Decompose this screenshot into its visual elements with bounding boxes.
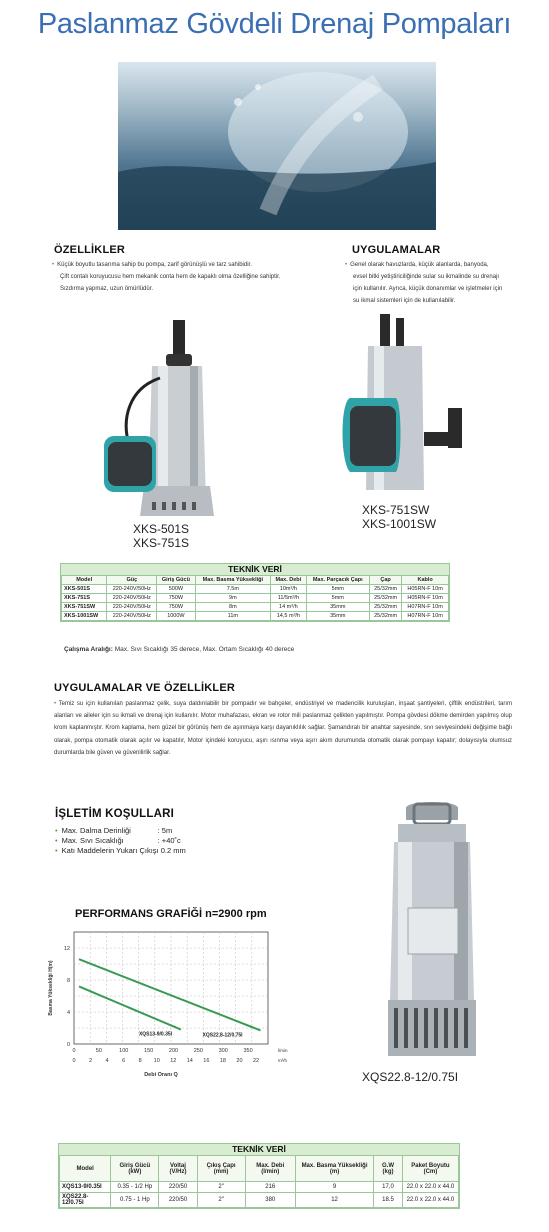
x-tick-label-bottom: 22 (252, 1058, 260, 1064)
header-cell: Model (62, 576, 107, 585)
operating-range-note (64, 646, 294, 653)
x-tick-label-bottom: 4 (105, 1058, 109, 1064)
table-row (60, 1182, 459, 1193)
table-row (60, 1193, 459, 1208)
applications-line: için kullanılır. Ayrıca, küçük donanımlar ve işletmeler için (353, 286, 503, 292)
table-cell: 25/32mm (369, 594, 401, 603)
model-label: XKS-1001SW (362, 517, 437, 531)
table-cell: 25/32mm (369, 612, 401, 621)
x-tick-label-top: 250 (193, 1048, 203, 1054)
pump-xqs-image (362, 800, 502, 1062)
x-tick-label-bottom: 18 (219, 1058, 226, 1064)
table-cell: 22.0 x 22.0 x 44.0 (402, 1193, 458, 1208)
table-cell: 220/50 (159, 1193, 197, 1208)
list-item: • Max. Sıvı Sıcaklığı : +40˚c (55, 836, 181, 845)
applications-line: evsel bitki yetiştiriciliğinde sular su ikmalinde su drenajı (353, 274, 500, 280)
table-cell: 5mm (306, 594, 369, 603)
table-cell: 1000W (157, 612, 195, 621)
table-header-row (60, 1156, 459, 1182)
technical-data-table-1 (60, 563, 450, 622)
applications-line: su ikmal sistemleri için de kullanılabilir. (353, 298, 456, 304)
series-line (79, 959, 261, 1030)
x-tick-label-top: 100 (119, 1048, 129, 1054)
header-cell: Çıkış Çapı (mm) (197, 1156, 245, 1182)
header-cell: Max. Debi (271, 576, 306, 585)
table-cell: 750W (157, 594, 195, 603)
table-cell: 9m (195, 594, 271, 603)
applications-line: • Genel olarak havuzlarda, küçük alanlarda, banyoda, (345, 262, 489, 268)
x-tick-label-top: 0 (72, 1048, 76, 1054)
water-splash-image (118, 62, 436, 230)
table-row (62, 612, 449, 621)
pump-bottom-label: XQS22.8-12/0.75I (362, 1070, 459, 1084)
table-cell: 18.5 (374, 1193, 403, 1208)
features-list (52, 259, 314, 295)
operating-heading: İŞLETİM KOŞULLARI (55, 808, 175, 820)
performance-chart (40, 924, 295, 1084)
table-cell: XKS-751SW (62, 603, 107, 612)
app-features-text: Temiz su için kullanılan paslanmaz çelik, suya daldırılabilir bir pompadır ve bahçeler, endüstriyel ve madencilik kuruluşları, inşaat şantiyeleri, çiftlik endüstrileri, tarım alanları ve aileler için su ikmali ve drenaj için kullanılır. Motor muhafazası, ekran ve rotor mili paslanmaz çelikten yapılmıştır. Pompa gövdesi dökme demirden yapılmış olup krom kaplanmıştır. Krom kaplama, hem güzel bir görünüş hem de aşınmaya karşı dayanıklılık sağlar. Şamandıralı bir anahtar sayesinde, sıvı seviyesindeki değişime bağlı olarak, pompa otomatik olarak açılır ve kapatılır, Motor içindeki koruyucu, aşırı ısınma veya aşırı akım durumunda otomatik olarak pompayı kapatır; dolayısıyla olumsuz durumlarda bile güven ve güvenilirlik sağlar. (54, 701, 513, 756)
table-title: TEKNİK VERİ (61, 564, 449, 575)
table-cell: 9 (295, 1182, 373, 1193)
header-cell: Max. Parçacık Çapı (306, 576, 369, 585)
header-cell: Max. Basma Yüksekliği (195, 576, 271, 585)
features-line: Çift contalı koruyucusu hem mekanik conta hem de kapaklı olma özelliğine sahiptir. (60, 274, 281, 280)
x-tick-label-top: 300 (218, 1048, 228, 1054)
table-cell: 2" (197, 1193, 245, 1208)
table-cell: 10m³/h (271, 585, 306, 594)
table-cell: 11/5m³/h (271, 594, 306, 603)
y-tick-label: 12 (63, 946, 70, 952)
features-line: • Küçük boyutlu tasarıma sahip bu pompa, zarif görünüşlü ve tarz sahibidir. (52, 262, 252, 268)
table-header-row (62, 576, 449, 585)
table-cell: 35mm (306, 612, 369, 621)
table-title: TEKNİK VERİ (59, 1144, 459, 1155)
pump-right-labels (362, 503, 436, 531)
table-cell: XKS-501S (62, 585, 107, 594)
table-row (62, 603, 449, 612)
table-cell: 0.35 - 1/2 Hp (111, 1182, 159, 1193)
header-cell: Çap (369, 576, 401, 585)
list-item: • Max. Dalma Derinliği : 5m (55, 826, 173, 835)
features-heading: ÖZELLİKLER (54, 244, 126, 256)
header-cell: Giriş Gücü (157, 576, 195, 585)
header-cell: Model (60, 1156, 111, 1182)
header-cell: Güç (107, 576, 157, 585)
header-cell: Paket Boyutu (Cm) (402, 1156, 458, 1182)
table-cell: XQS22.8-12/0.75I (60, 1193, 111, 1208)
applications-list (345, 259, 545, 307)
performance-title: PERFORMANS GRAFİĞİ n=2900 rpm (75, 908, 267, 920)
table-cell: 5mm (306, 585, 369, 594)
list-item: • Katı Maddelerin Yukarı Çıkışı 0.2 mm (55, 846, 186, 855)
header-cell: Max. Basma Yüksekliği (m) (295, 1156, 373, 1182)
table-cell: 0.75 - 1 Hp (111, 1193, 159, 1208)
note-text: Max. Sıvı Sıcaklığı 35 derece, Max. Ortam Sıcaklığı 40 derece (114, 646, 295, 653)
table-cell: 22.0 x 22.0 x 44.0 (402, 1182, 458, 1193)
x-tick-label-bottom: 2 (89, 1058, 93, 1064)
table-cell: 17,0 (374, 1182, 403, 1193)
x-unit-bottom: m³/h (278, 1058, 287, 1063)
table-cell: XKS-1001SW (62, 612, 107, 621)
table-cell: 220-240V/50Hz (107, 603, 157, 612)
table-row (62, 594, 449, 603)
table-cell: 380 (245, 1193, 295, 1208)
x-tick-label-bottom: 12 (170, 1058, 177, 1064)
x-unit-top: l/min (278, 1048, 288, 1053)
applications-heading: UYGULAMALAR (352, 244, 441, 256)
table-cell: H05RN-F 10m (402, 585, 449, 594)
pump-xks-501s-image (100, 318, 235, 518)
table-cell: XQS13-9/0.35I (60, 1182, 111, 1193)
x-tick-label-top: 50 (95, 1048, 102, 1054)
y-tick-label: 4 (66, 1010, 70, 1016)
bullet-icon: • (54, 701, 57, 707)
table-cell: 500W (157, 585, 195, 594)
table-cell: XKS-751S (62, 594, 107, 603)
table-cell: 25/32mm (369, 603, 401, 612)
x-tick-label-top: 150 (144, 1048, 154, 1054)
table-cell: 216 (245, 1182, 295, 1193)
x-tick-label-bottom: 8 (138, 1058, 142, 1064)
x-tick-label-top: 350 (243, 1048, 253, 1054)
page-title: Paslanmaz Gövdeli Drenaj Pompaları (37, 8, 512, 40)
note-label: Çalışma Aralığı: (64, 646, 113, 653)
features-line: Sızdırma yapmaz, uzun ömürlüdür. (60, 286, 154, 292)
table-row (62, 585, 449, 594)
y-axis-label: Basma Yüksekliği H(m) (48, 960, 54, 1016)
header-cell: G.W (kg) (374, 1156, 403, 1182)
technical-data-table-2 (58, 1143, 460, 1209)
table-cell: 14 m³/h (271, 603, 306, 612)
x-tick-label-bottom: 10 (153, 1058, 160, 1064)
x-tick-label-bottom: 16 (203, 1058, 210, 1064)
table-cell: H07RN-F 10m (402, 603, 449, 612)
pump-xks-751sw-image (340, 312, 480, 502)
x-tick-label-bottom: 14 (186, 1058, 193, 1064)
table-cell: 220-240V/50Hz (107, 585, 157, 594)
header-cell: Voltaj (V/Hz) (159, 1156, 197, 1182)
table-cell: H07RN-F 10m (402, 612, 449, 621)
app-features-heading: UYGULAMALAR VE ÖZELLİKLER (54, 682, 235, 694)
model-label: XKS-501S (133, 522, 190, 536)
table-cell: 2" (197, 1182, 245, 1193)
operating-list (55, 826, 186, 856)
x-tick-label-top: 200 (168, 1048, 179, 1054)
x-axis-label: Debi Oranı Q (144, 1072, 178, 1078)
table-cell: 750W (157, 603, 195, 612)
header-cell: Giriş Gücü (kW) (111, 1156, 159, 1182)
table-cell: 14,5 m³/h (271, 612, 306, 621)
series-label: XQS22.8-12/0.75I (202, 1032, 243, 1039)
table-cell: H05RN-F 10m (402, 594, 449, 603)
model-label: XKS-751S (133, 536, 190, 550)
table-cell: 8m (195, 603, 271, 612)
x-tick-label-bottom: 20 (236, 1058, 243, 1064)
table-cell: 35mm (306, 603, 369, 612)
table-cell: 12 (295, 1193, 373, 1208)
table-cell: 220-240V/50Hz (107, 612, 157, 621)
model-label: XKS-751SW (362, 503, 430, 517)
x-tick-label-bottom: 0 (72, 1058, 76, 1064)
app-features-paragraph (54, 698, 512, 759)
table-cell: 220-240V/50Hz (107, 594, 157, 603)
table-cell: 11m (195, 612, 271, 621)
header-cell: Kablo (402, 576, 449, 585)
pump-left-labels (133, 522, 189, 550)
y-tick-label: 0 (66, 1042, 70, 1048)
water-splash-graphic (118, 62, 436, 230)
series-label: XQS13-9/0.35I (138, 1031, 173, 1038)
x-tick-label-bottom: 6 (122, 1058, 126, 1064)
table-cell: 220/50 (159, 1182, 197, 1193)
table-cell: 25/32mm (369, 585, 401, 594)
header-cell: Max. Debi (l/min) (245, 1156, 295, 1182)
y-tick-label: 8 (66, 978, 70, 984)
table-cell: 7.5m (195, 585, 271, 594)
